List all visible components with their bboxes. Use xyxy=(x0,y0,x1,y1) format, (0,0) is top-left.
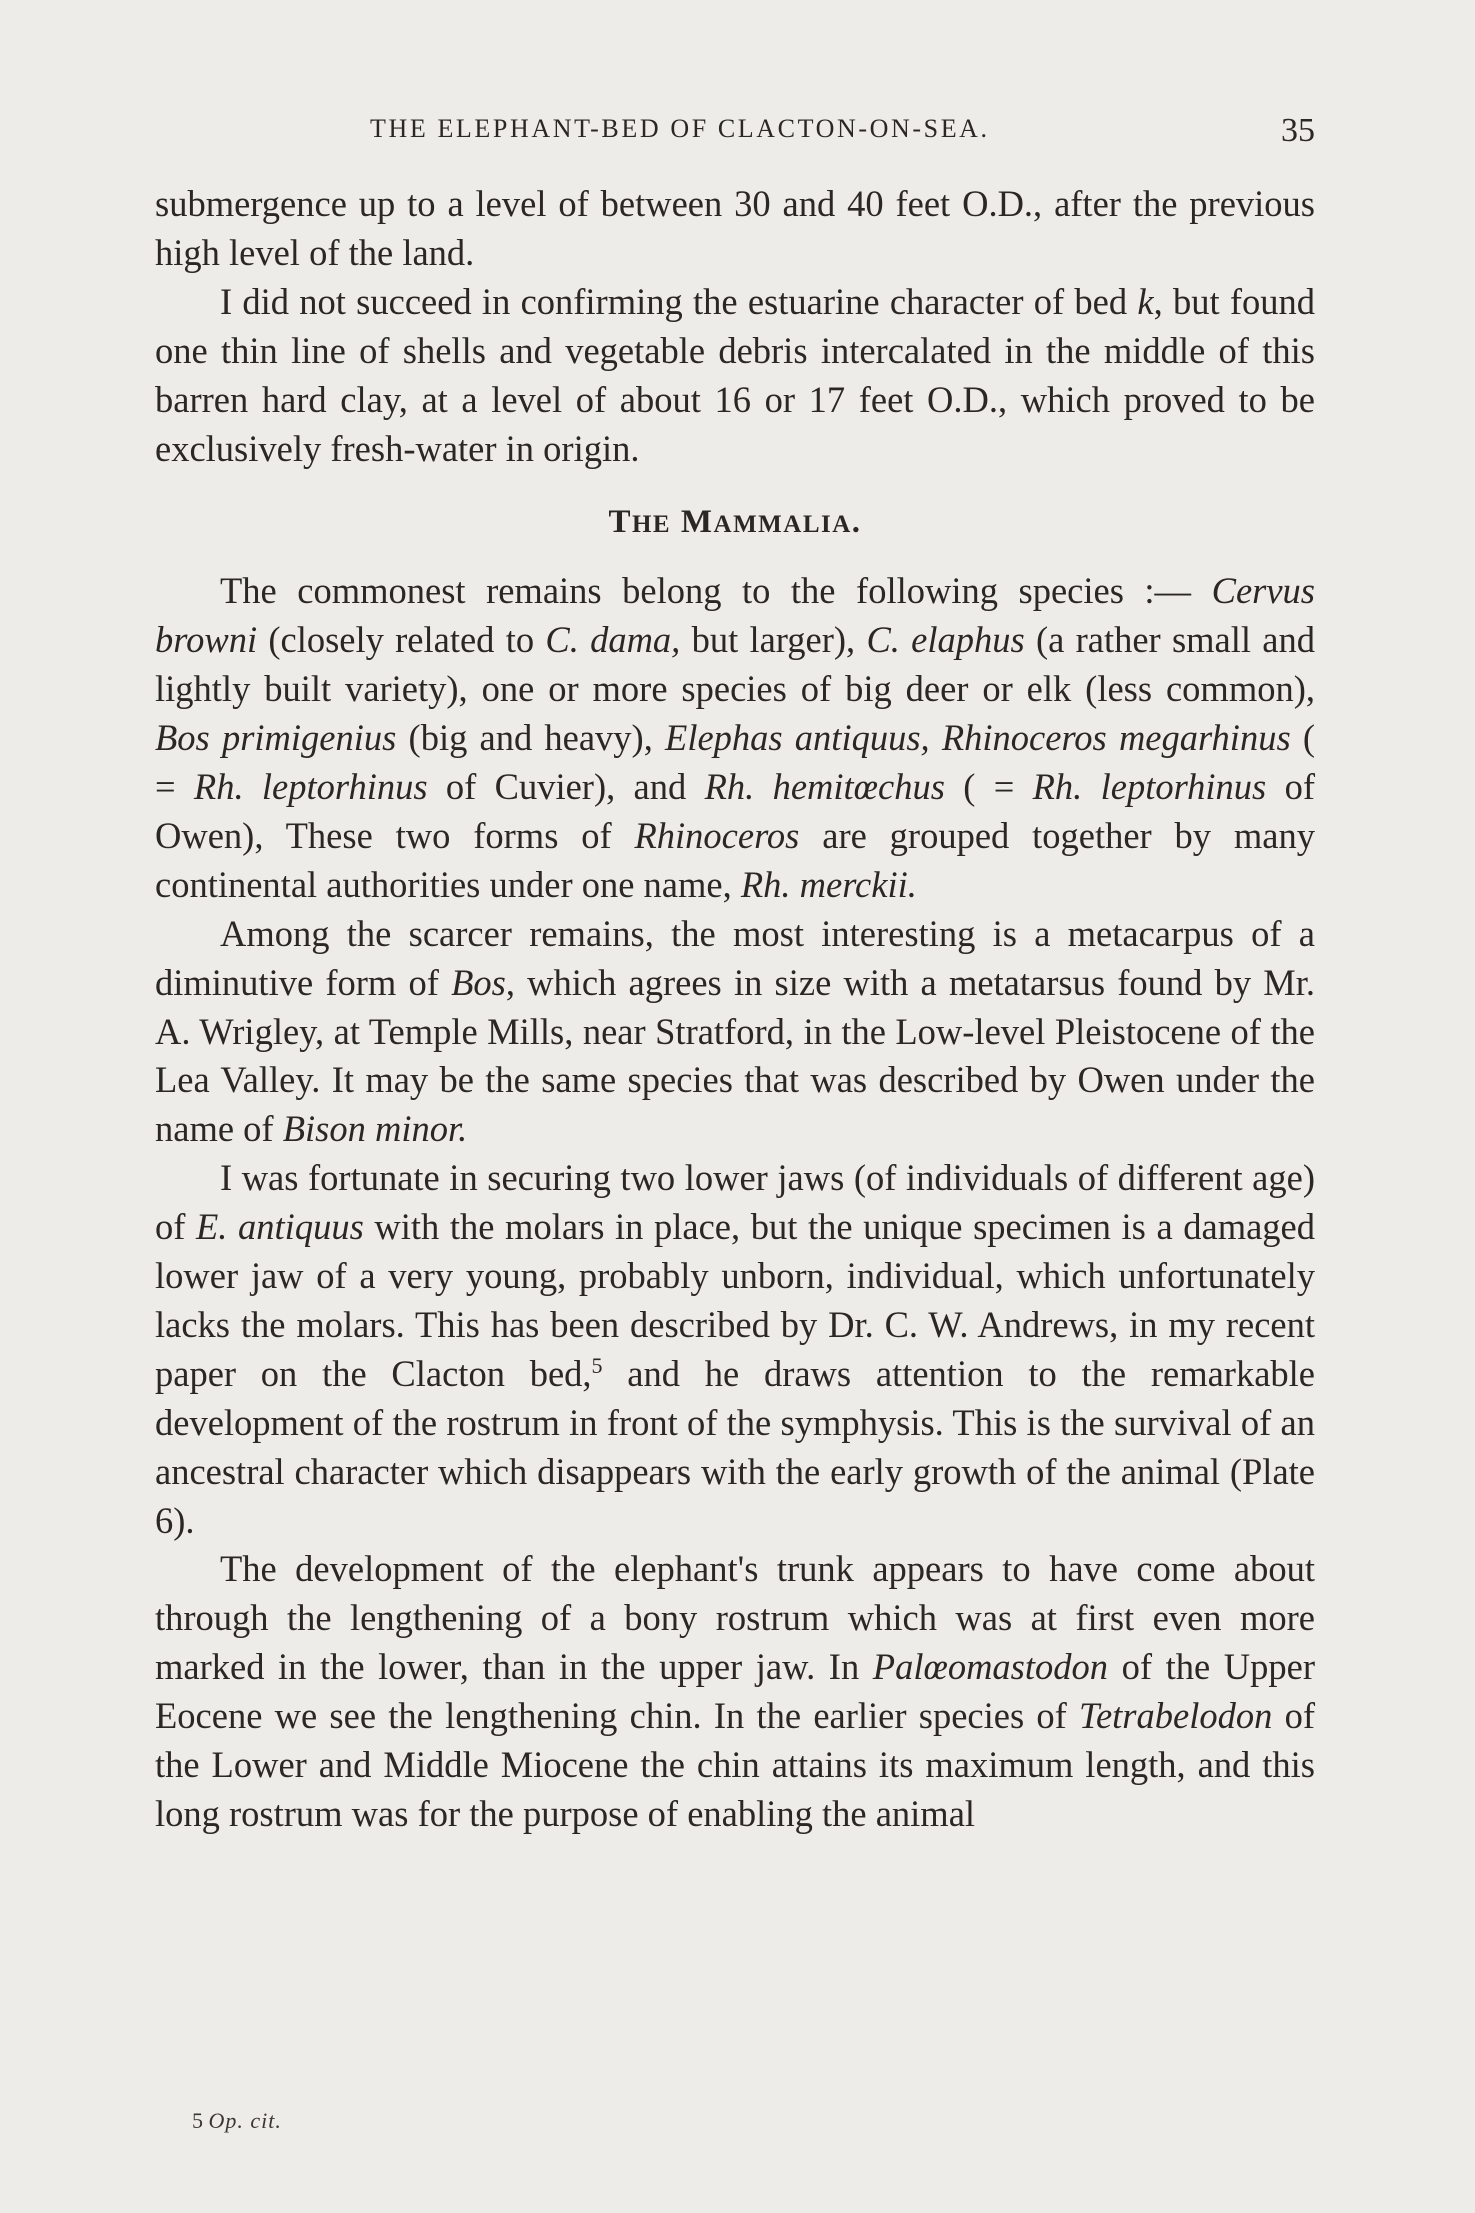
running-title: THE ELEPHANT-BED OF CLACTON-ON-SEA. xyxy=(370,114,990,143)
italic-text: Bos xyxy=(451,961,506,1003)
italic-text: Rh. hemitœchus xyxy=(704,765,945,807)
running-header xyxy=(155,108,1315,156)
italic-text: Elephas antiquus, Rhinoceros megarhinus xyxy=(665,717,1291,759)
text-run: but larger), xyxy=(680,619,867,661)
page-number: 35 xyxy=(1281,112,1315,149)
text-run: of the Upper Eocene we see the lengthening chin. In the earlier species of xyxy=(155,1646,1315,1737)
text-run: , which agrees in size with a metatarsus found by Mr. A. Wrigley, at Temple Mills, near Stratford, in the Low-level Pleistocene of the Lea Valley. It may be the same species that was described by Owen under the name of xyxy=(155,961,1315,1150)
text-run: (a rather small and lightly built variety), one or more species of big deer or elk (less common), xyxy=(155,619,1315,710)
italic-text: Rhinoceros xyxy=(634,814,800,856)
small-caps-text: AMMALIA xyxy=(713,511,852,539)
paragraph xyxy=(155,278,1315,474)
text-run: ( = xyxy=(155,717,1316,807)
footnote-text: Op. cit. xyxy=(208,2108,282,2133)
italic-text: C. elaphus xyxy=(866,619,1025,661)
footnote-number: 5 xyxy=(192,2108,203,2133)
text-run: M xyxy=(671,504,714,541)
italic-text: E. antiquus xyxy=(196,1206,364,1248)
italic-text: Bison minor. xyxy=(282,1108,468,1150)
text-run: and he draws attention to the remarkable development of the rostrum in front of the symphysis. This is the survival of an ancestral character which disappears with the early growth of the animal (Plate 6). xyxy=(155,1352,1315,1541)
text-run: ( = xyxy=(944,765,1033,807)
text-run: with the molars in place, but the unique specimen is a damaged lower jaw of a very young, probably unborn, individual, which unfortunately lacks the molars. This has been described by Dr. C. W. Andrews, in my recent paper on the Clacton bed, xyxy=(155,1206,1316,1394)
text-run: are grouped together by many continental authorities under one name, xyxy=(155,814,1315,905)
text-run: of Cuvier), and xyxy=(427,765,705,807)
text-run: submergence up to a level of between 30 and 40 feet O.D., after the previous high level of the land. xyxy=(155,183,1315,273)
italic-text: Cervus browni xyxy=(155,570,1315,661)
small-caps-text: HE xyxy=(631,511,672,539)
text-run: The development of the elephant's trunk appears to have come about through the lengthening of a bony rostrum which was at first even more marked in the lower, than in the upper jaw. In xyxy=(155,1548,1315,1688)
text-run: Among the scarcer remains, the most interesting is a metacarpus of a diminutive form of xyxy=(155,912,1315,1003)
italic-text: Tetrabelodon xyxy=(1079,1695,1273,1737)
text-run: I did not succeed in confirming the estuarine character of bed xyxy=(220,280,1138,322)
paragraph xyxy=(155,1154,1315,1545)
italic-text: Bos primigenius xyxy=(155,717,397,759)
text-run: I was fortunate in securing two lower jaws (of individuals of different age) of xyxy=(155,1157,1315,1248)
text-run: , but found one thin line of shells and vegetable debris intercalated in the middle of this barren hard clay, at a level of about 16 or 17 feet O.D., which proved to be exclusively fresh-water in origin. xyxy=(155,280,1315,469)
footnote-reference: 5 xyxy=(591,1352,603,1378)
text-run: of the Lower and Middle Miocene the chin attains its maximum length, and this long rostrum was for the purpose of enabling the animal xyxy=(155,1695,1315,1834)
italic-text: k xyxy=(1137,280,1154,322)
body-text xyxy=(155,180,1315,1839)
italic-text: Rh. leptorhinus xyxy=(1032,765,1267,807)
text-run: (closely related to xyxy=(257,619,546,661)
text-run: . xyxy=(851,504,862,541)
text-run: (big and heavy), xyxy=(396,717,666,759)
text-run: of Owen), These two forms of xyxy=(155,765,1315,856)
paragraph xyxy=(155,567,1315,909)
italic-text: Palœomastodon xyxy=(872,1646,1109,1688)
text-run: The commonest remains belong to the following species :— xyxy=(220,570,1212,612)
section-heading xyxy=(155,498,1315,550)
paragraph xyxy=(155,180,1315,278)
italic-text: C. dama, xyxy=(545,619,681,661)
paragraph xyxy=(155,1545,1315,1838)
italic-text: Rh. merckii. xyxy=(740,863,917,905)
italic-text: Rh. leptorhinus xyxy=(193,765,428,807)
text-run: T xyxy=(608,504,632,541)
footnote xyxy=(192,2108,282,2134)
paragraph xyxy=(155,910,1315,1155)
